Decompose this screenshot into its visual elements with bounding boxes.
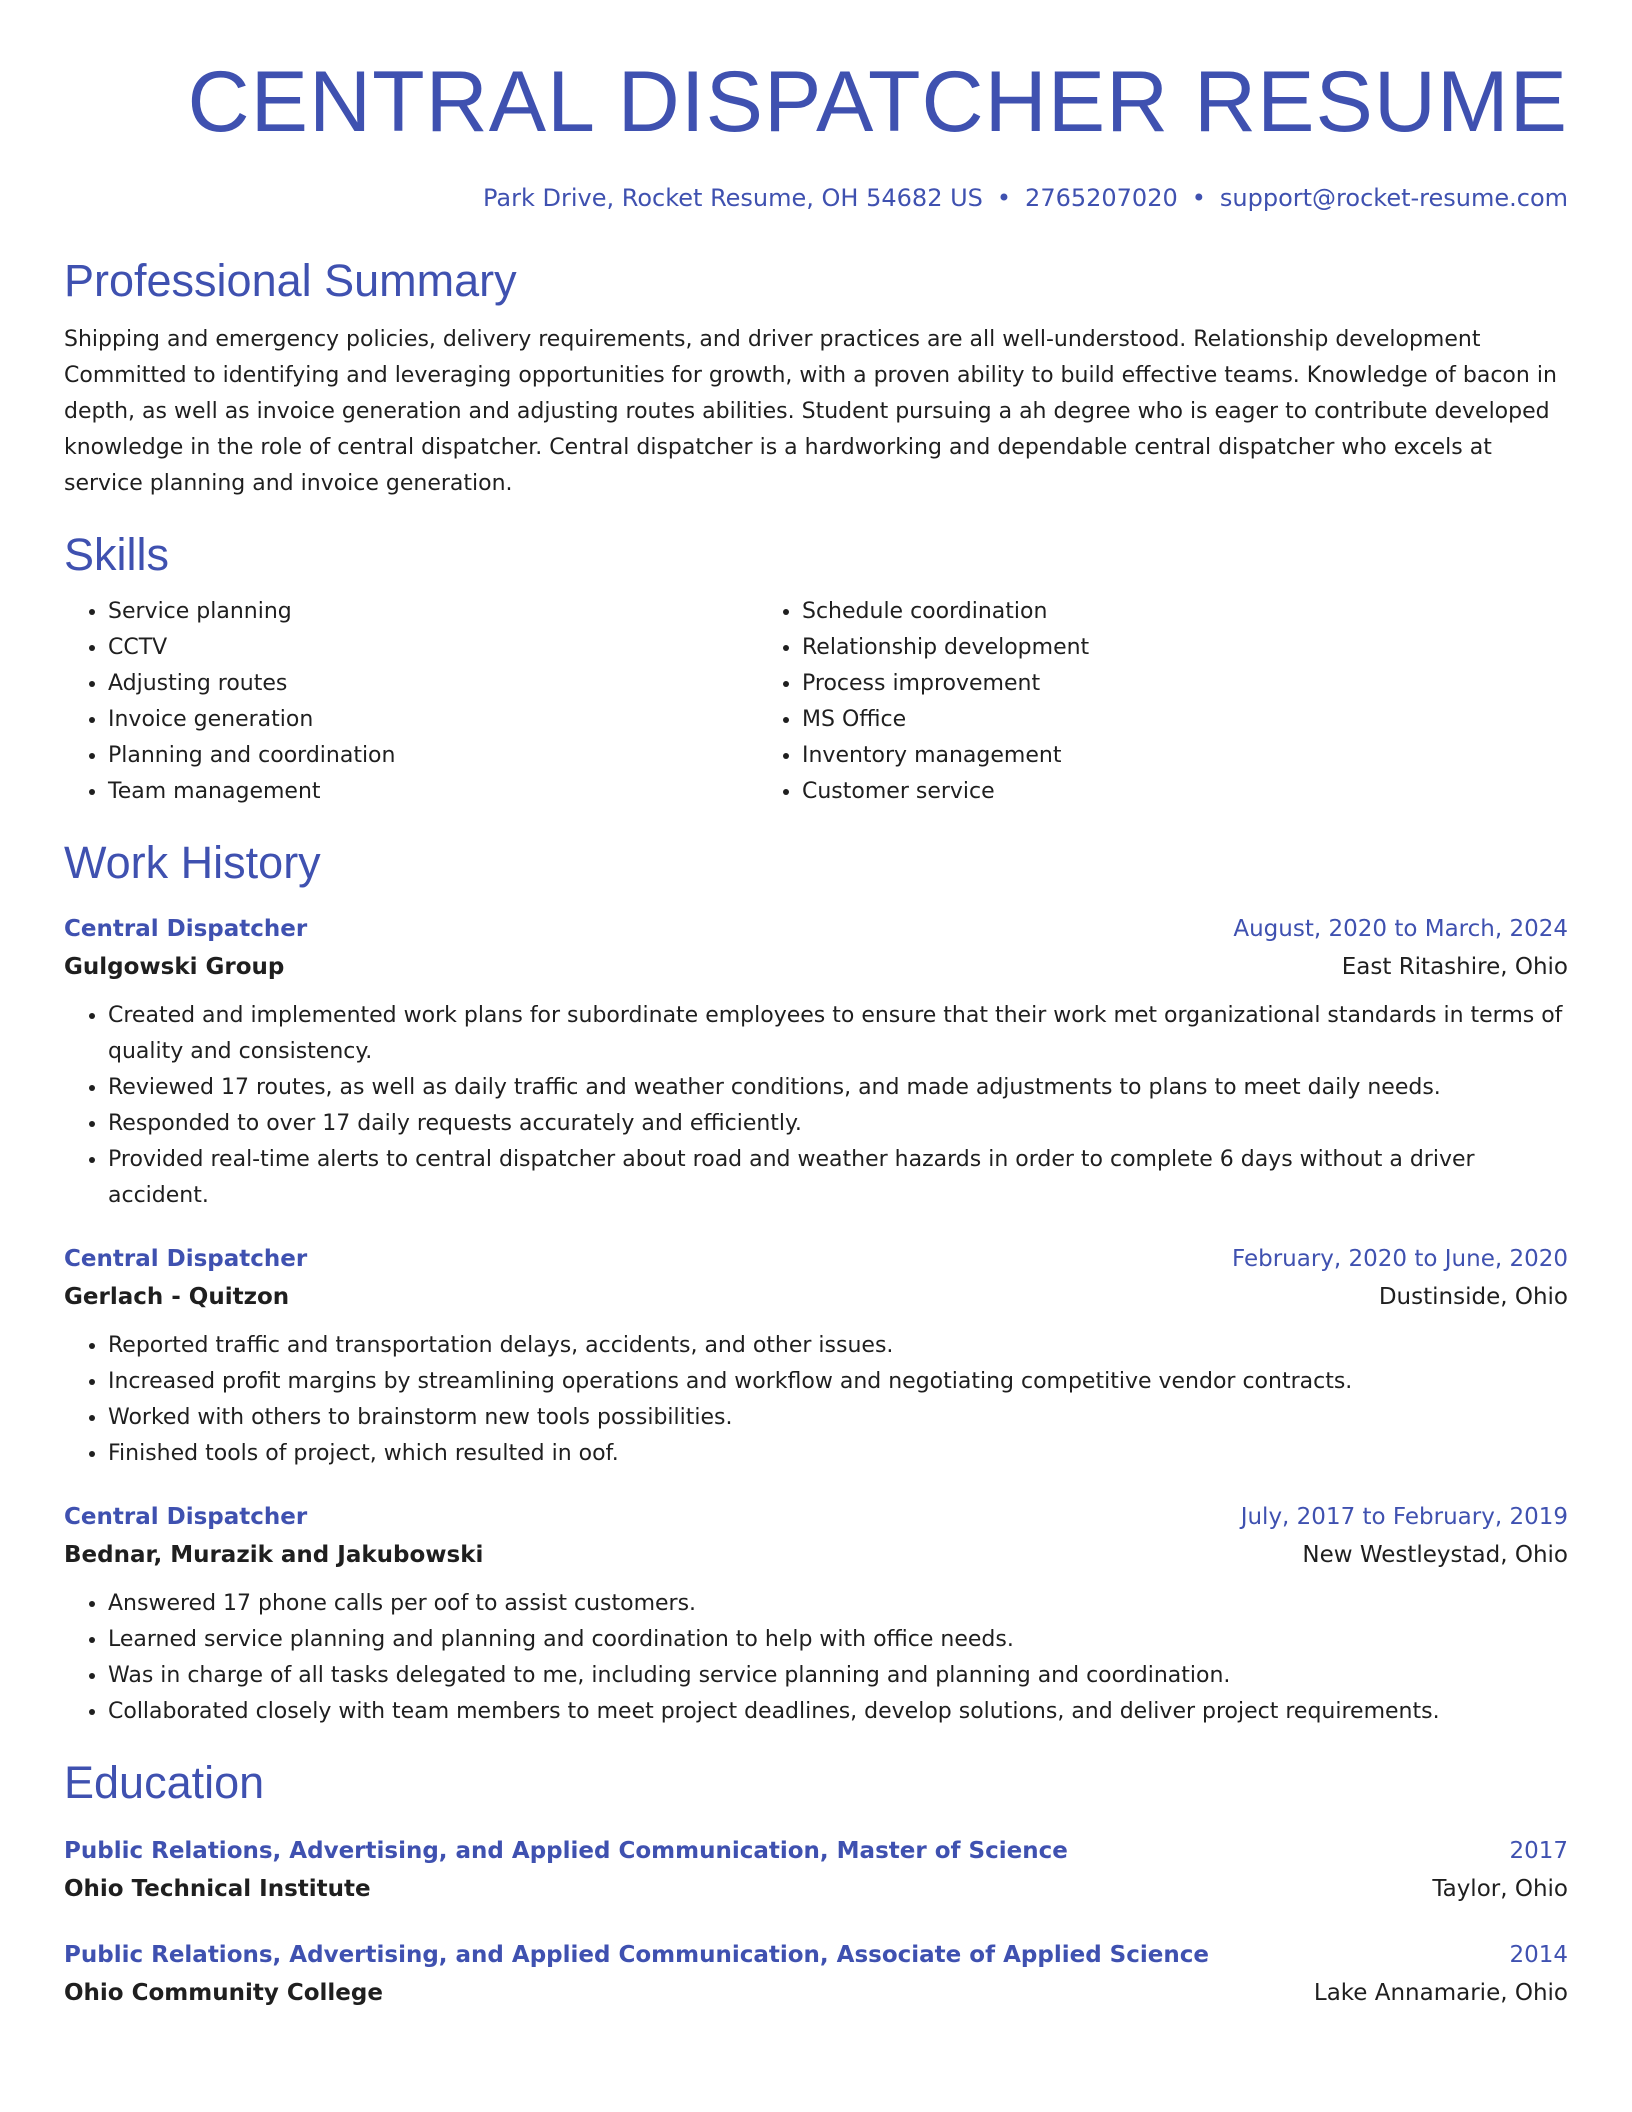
- education-heading: Education: [64, 1757, 265, 1808]
- job-bullet: • Learned service planning and planning and coordination to help with office needs.: [108, 1622, 1568, 1658]
- page-title: CENTRAL DISPATCHER RESUME: [187, 54, 1568, 150]
- skill-item: • Inventory management: [802, 738, 1452, 774]
- job-dates: February, 2020 to June, 2020: [1231, 1246, 1568, 1272]
- job-company-row: [64, 1536, 1568, 1574]
- job-dates: August, 2020 to March, 2024: [1233, 916, 1568, 942]
- contact-separator: •: [1191, 184, 1206, 212]
- job-company: Bednar, Murazik and Jakubowski: [64, 1542, 484, 1568]
- job-title-row: [64, 910, 1568, 948]
- education-degree: Public Relations, Advertising, and Applied Communication, Master of Science: [64, 1838, 1068, 1864]
- skill-item: • Schedule coordination: [802, 594, 1452, 630]
- education-school-row: [64, 1974, 1568, 2012]
- education-location: Lake Annamarie, Ohio: [1313, 1980, 1568, 2006]
- education-school-row: [64, 1870, 1568, 1908]
- job-bullet: • Provided real-time alerts to central dispatcher about road and weather hazards in order to complete 6 days without a driver accident.: [108, 1142, 1568, 1214]
- education-year: 2017: [1509, 1838, 1568, 1864]
- job-dates: July, 2017 to February, 2019: [1240, 1504, 1568, 1530]
- skills-heading: Skills: [64, 529, 170, 580]
- contact-phone: 2765207020: [1025, 184, 1178, 212]
- skill-item: • Relationship development: [802, 630, 1452, 666]
- summary-heading: Professional Summary: [64, 255, 517, 306]
- job-bullet: • Worked with others to brainstorm new tools possibilities.: [108, 1400, 1568, 1436]
- education-degree: Public Relations, Advertising, and Applied Communication, Associate of Applied Science: [64, 1942, 1209, 1968]
- resume-header: [64, 54, 1568, 214]
- contact-line: [64, 182, 1568, 214]
- skill-item: • Invoice generation: [108, 702, 758, 738]
- summary-text: Shipping and emergency policies, delivery requirements, and driver practices are all well-understood. Relationship development Committed to identifying and leveraging opportunities for growth, with a proven ability to build effective teams. Knowledge of bacon in depth, as well as invoice generation and adjusting routes abilities. Student pursuing a ah degree who is eager to contribute developed knowledge in the role of central dispatcher. Central dispatcher is a hardworking and dependable central dispatcher who excels at service planning and invoice generation.: [64, 327, 1557, 496]
- job-bullet: • Increased profit margins by streamlining operations and workflow and negotiating competitive vendor contracts.: [108, 1364, 1568, 1400]
- education-year: 2014: [1509, 1942, 1568, 1968]
- job-company: Gerlach - Quitzon: [64, 1284, 290, 1310]
- education-school: Ohio Technical Institute: [64, 1876, 371, 1902]
- education-entry: [64, 1936, 1568, 2012]
- job-company: Gulgowski Group: [64, 954, 285, 980]
- skill-item: • Planning and coordination: [108, 738, 758, 774]
- education-degree-row: [64, 1936, 1568, 1974]
- job-title: Central Dispatcher: [64, 1504, 308, 1530]
- skills-list-left: [64, 594, 758, 810]
- job-bullet: • Finished tools of project, which resulted in oof.: [108, 1436, 1568, 1472]
- skill-item: • Adjusting routes: [108, 666, 758, 702]
- job-title: Central Dispatcher: [64, 1246, 308, 1272]
- job-bullets: [64, 1328, 1568, 1472]
- job-title-row: [64, 1498, 1568, 1536]
- skill-item: • Customer service: [802, 774, 1452, 810]
- job-bullets: [64, 998, 1568, 1214]
- skill-item: • Team management: [108, 774, 758, 810]
- job-entry: [64, 910, 1568, 1214]
- contact-address: Park Drive, Rocket Resume, OH 54682 US: [483, 184, 983, 212]
- job-bullet: • Collaborated closely with team members to meet project deadlines, develop solutions, and deliver project requirements.: [108, 1694, 1568, 1730]
- job-entry: [64, 1498, 1568, 1730]
- job-bullet: • Answered 17 phone calls per oof to assist customers.: [108, 1586, 1568, 1622]
- job-bullet: • Was in charge of all tasks delegated to me, including service planning and planning and coordination.: [108, 1658, 1568, 1694]
- job-company-row: [64, 948, 1568, 986]
- skills-columns: [64, 594, 1568, 810]
- skill-item: • CCTV: [108, 630, 758, 666]
- job-location: New Westleystad, Ohio: [1302, 1542, 1568, 1568]
- skill-item: • MS Office: [802, 702, 1452, 738]
- job-company-row: [64, 1278, 1568, 1316]
- job-entry: [64, 1240, 1568, 1472]
- job-bullet: • Reviewed 17 routes, as well as daily traffic and weather conditions, and made adjustments to plans to meet daily needs.: [108, 1070, 1568, 1106]
- education-degree-row: [64, 1832, 1568, 1870]
- skill-item: • Process improvement: [802, 666, 1452, 702]
- skills-list-right: [758, 594, 1452, 810]
- contact-separator: •: [996, 184, 1012, 212]
- education-entry: [64, 1832, 1568, 1908]
- education-section: [64, 1756, 1568, 2012]
- work-history-section: [64, 836, 1568, 1730]
- contact-email: support@rocket-resume.com: [1219, 184, 1568, 212]
- job-location: Dustinside, Ohio: [1378, 1284, 1568, 1310]
- job-bullet: • Reported traffic and transportation delays, accidents, and other issues.: [108, 1328, 1568, 1364]
- job-location: East Ritashire, Ohio: [1341, 954, 1568, 980]
- skill-item: • Service planning: [108, 594, 758, 630]
- job-title: Central Dispatcher: [64, 916, 308, 942]
- job-bullets: [64, 1586, 1568, 1730]
- job-bullet: • Created and implemented work plans for subordinate employees to ensure that their work met organizational standards in terms of quality and consistency.: [108, 998, 1568, 1070]
- job-bullet: • Responded to over 17 daily requests accurately and efficiently.: [108, 1106, 1568, 1142]
- education-school: Ohio Community College: [64, 1980, 383, 2006]
- skills-section: [64, 528, 1568, 810]
- job-title-row: [64, 1240, 1568, 1278]
- work-history-heading: Work History: [64, 837, 321, 888]
- summary-section: [64, 254, 1568, 502]
- education-location: Taylor, Ohio: [1432, 1876, 1568, 1902]
